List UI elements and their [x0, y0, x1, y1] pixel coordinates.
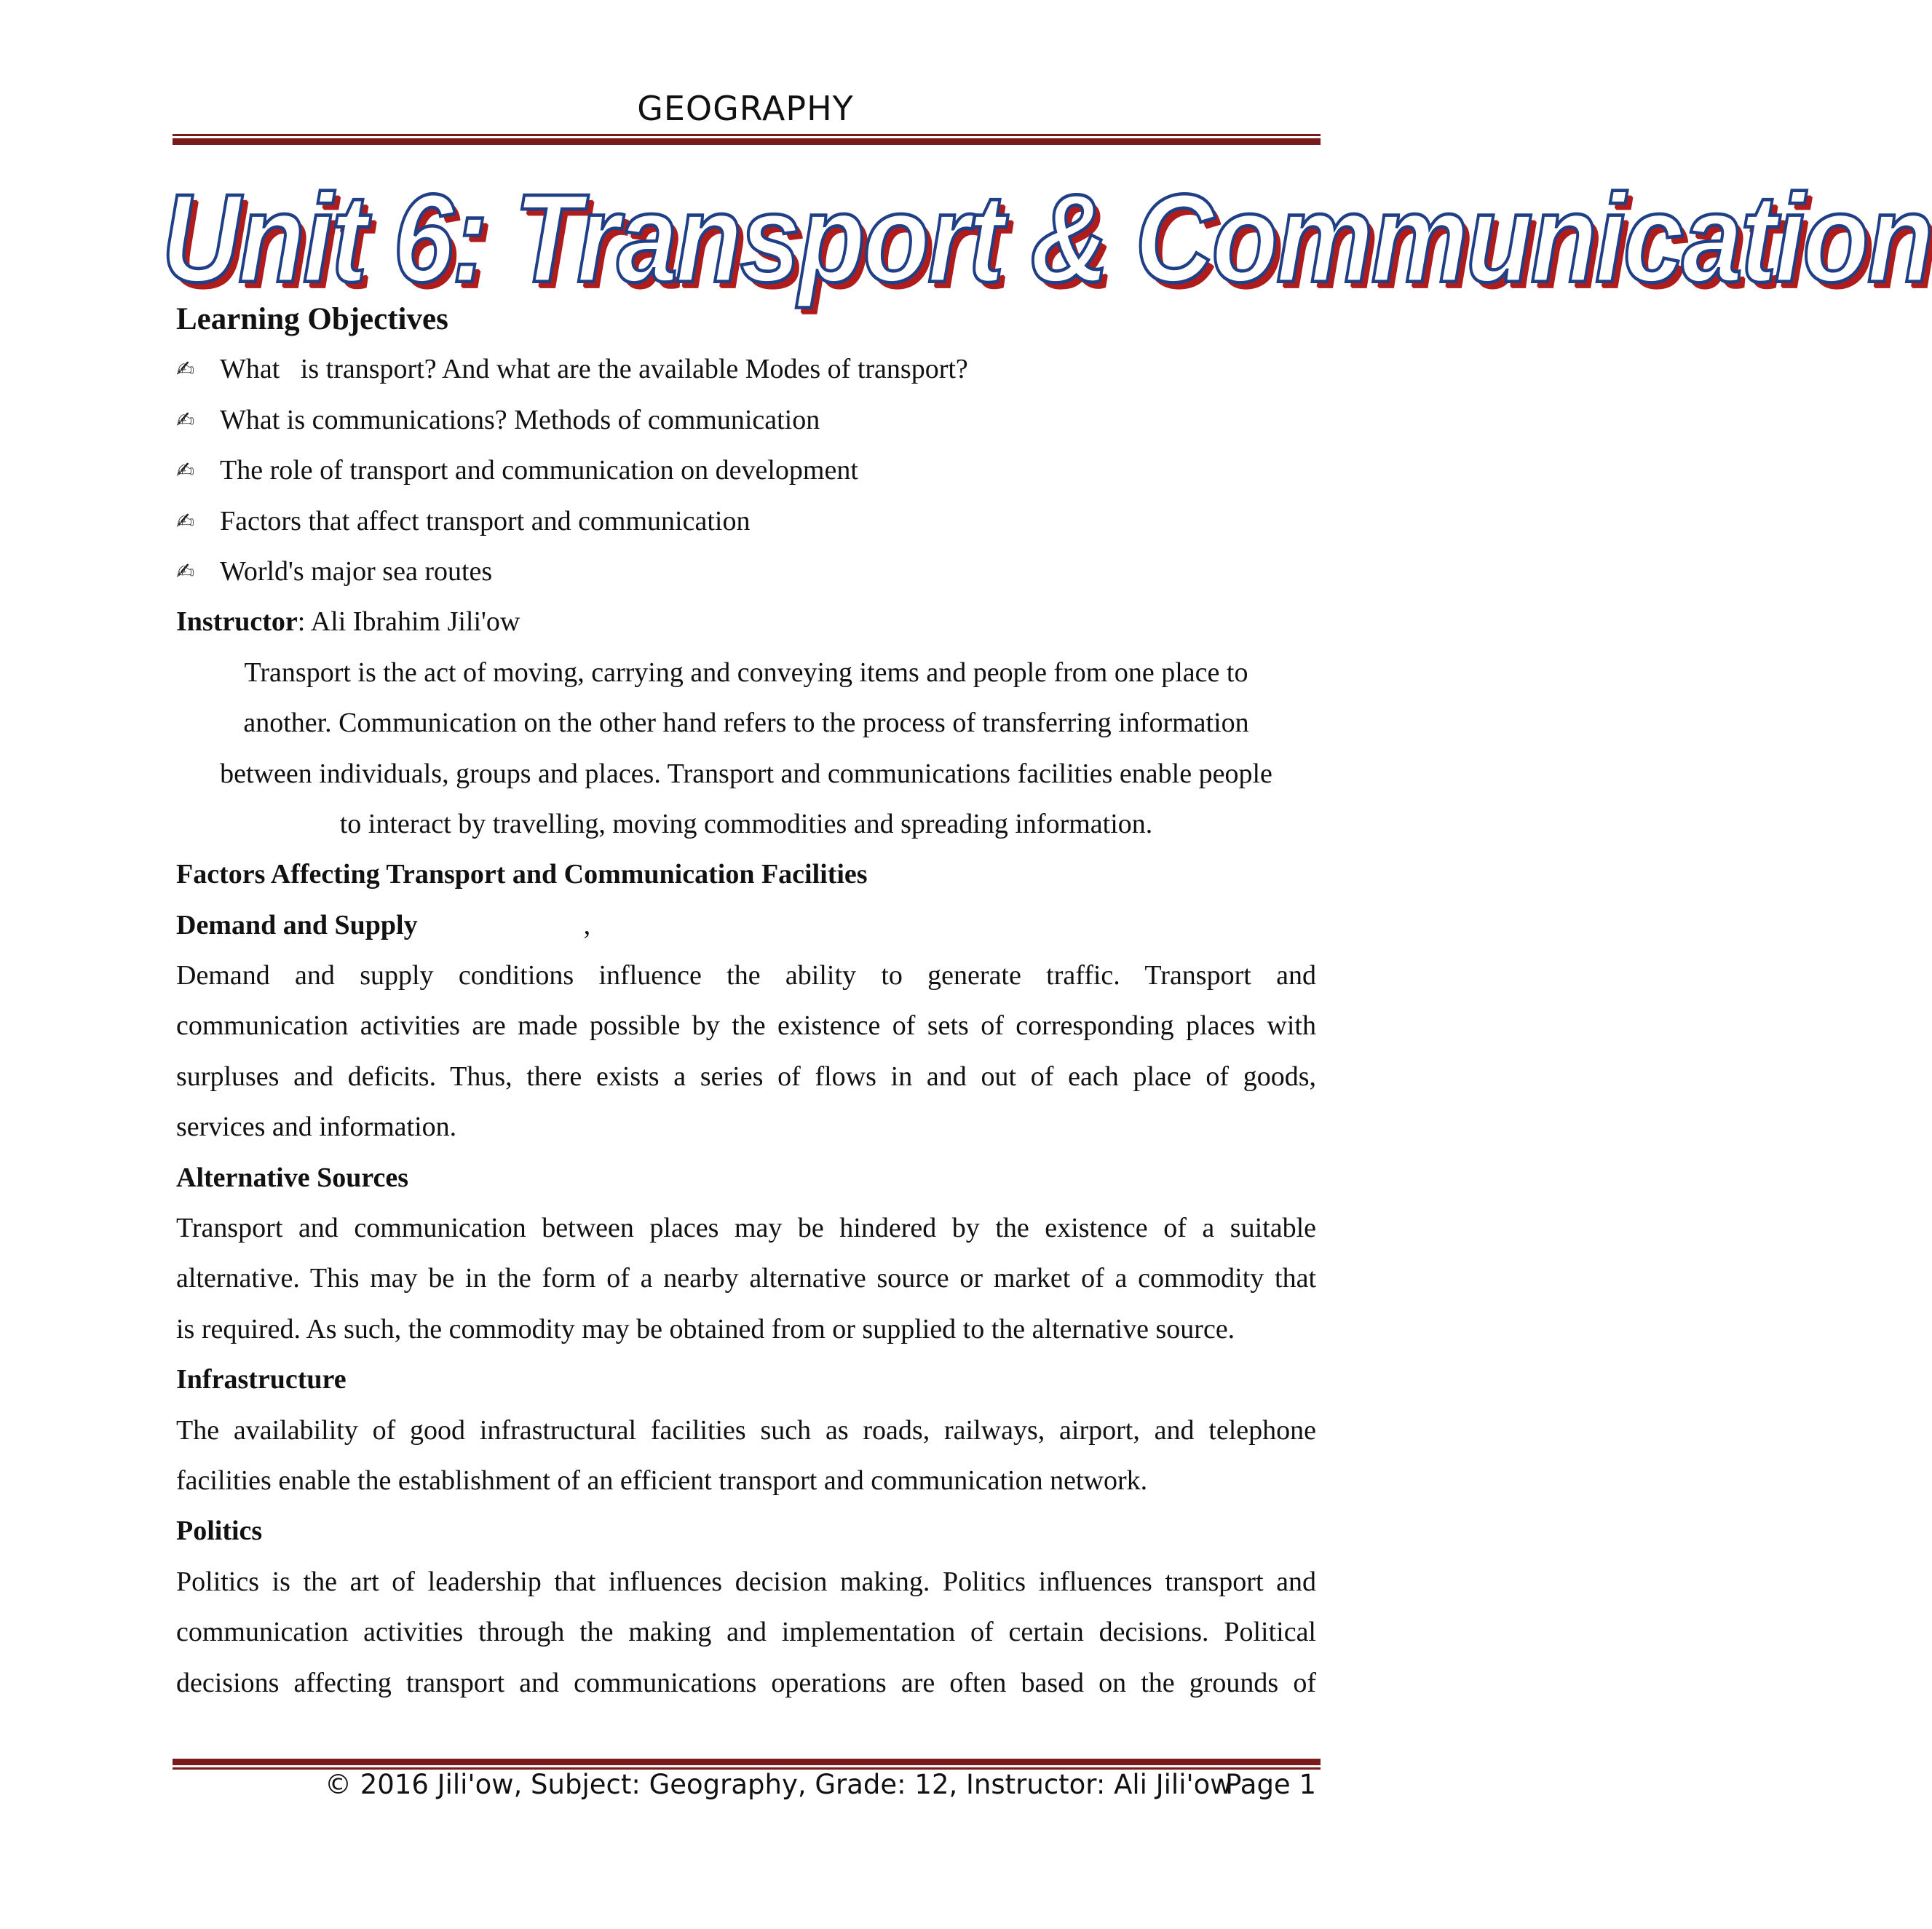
objective-text: Factors that affect transport and communication: [220, 505, 751, 536]
objective-text: World's major sea routes: [220, 555, 493, 587]
writing-hand-icon: ✍: [176, 508, 195, 534]
intro-line: between individuals, groups and places. Transport and communications facilities enable people: [220, 758, 1272, 789]
writing-hand-icon: ✍: [176, 558, 195, 585]
section-heading: Demand and Supply: [176, 909, 418, 940]
paragraph-line: surpluses and deficits. Thus, there exists a series of flows in and out of each place of goods,: [176, 1061, 1316, 1092]
paragraph-line: communication activities through the making and implementation of certain decisions. Political: [176, 1617, 1316, 1648]
objectives-heading: Learning Objectives: [176, 302, 448, 336]
footer-divider: [173, 1759, 1321, 1770]
instructor-name: : Ali Ibrahim Jili'ow: [297, 606, 520, 638]
section-heading-politics: Politics: [176, 1516, 263, 1547]
objective-item: [176, 344, 1316, 395]
objective-item: [176, 496, 1316, 547]
intro-line: Transport is the act of moving, carrying and conveying items and people from one place to: [244, 657, 1248, 688]
instructor-label: Instructor: [176, 606, 298, 638]
stray-comma: ,: [583, 909, 591, 940]
page-header-subject: GEOGRAPHY: [637, 89, 854, 128]
intro-line: to interact by travelling, moving commodities and spreading information.: [339, 808, 1153, 839]
objective-item: [176, 445, 1316, 496]
document-body: [176, 294, 1316, 1708]
paragraph-line: alternative. This may be in the form of a nearby alternative source or market of a commodity that: [176, 1263, 1316, 1294]
factors-heading: Factors Affecting Transport and Communication Facilities: [176, 859, 868, 890]
objective-item: [176, 395, 1316, 445]
objective-item: [176, 547, 1316, 597]
objective-text: What is communications? Methods of communication: [220, 404, 820, 435]
writing-hand-icon: ✍: [176, 407, 195, 433]
paragraph-line: decisions affecting transport and communications operations are often based on the grounds of: [176, 1667, 1316, 1698]
objective-text: What is transport? And what are the available Modes of transport?: [220, 354, 968, 385]
writing-hand-icon: ✍: [176, 357, 195, 383]
section-heading-infrastructure: Infrastructure: [176, 1364, 347, 1395]
unit-title: Unit 6: Transport & Communication: [162, 167, 1932, 309]
paragraph-line: facilities enable the establishment of an efficient transport and communication network.: [176, 1465, 1148, 1496]
page-number: Page 1: [1225, 1769, 1316, 1800]
paragraph-line: Transport and communication between places may be hindered by the existence of a suitable: [176, 1213, 1316, 1244]
paragraph-line: services and information.: [176, 1112, 457, 1143]
instructor-line: [176, 597, 1316, 647]
writing-hand-icon: ✍: [176, 458, 195, 484]
header-divider: [173, 134, 1321, 145]
paragraph-line: Politics is the art of leadership that influences decision making. Politics influences transport and: [176, 1566, 1316, 1597]
section-heading-demand-supply: [176, 900, 1316, 951]
objective-text: The role of transport and communication on development: [220, 455, 858, 486]
paragraph-line: communication activities are made possible by the existence of sets of corresponding places with: [176, 1010, 1316, 1042]
page-footer: [0, 1769, 1491, 1813]
paragraph-line: Demand and supply conditions influence the ability to generate traffic. Transport and: [176, 960, 1316, 991]
footer-copyright: © 2016 Jili'ow, Subject: Geography, Grade: 12, Instructor: Ali Jili'ow: [325, 1769, 1232, 1800]
intro-line: another. Communication on the other hand refers to the process of transferring information: [243, 708, 1249, 739]
paragraph-line: The availability of good infrastructural facilities such as roads, railways, airport, and telephone: [176, 1414, 1316, 1446]
section-heading-alternative-sources: Alternative Sources: [176, 1162, 409, 1193]
paragraph-line: is required. As such, the commodity may be obtained from or supplied to the alternative source.: [176, 1313, 1235, 1344]
